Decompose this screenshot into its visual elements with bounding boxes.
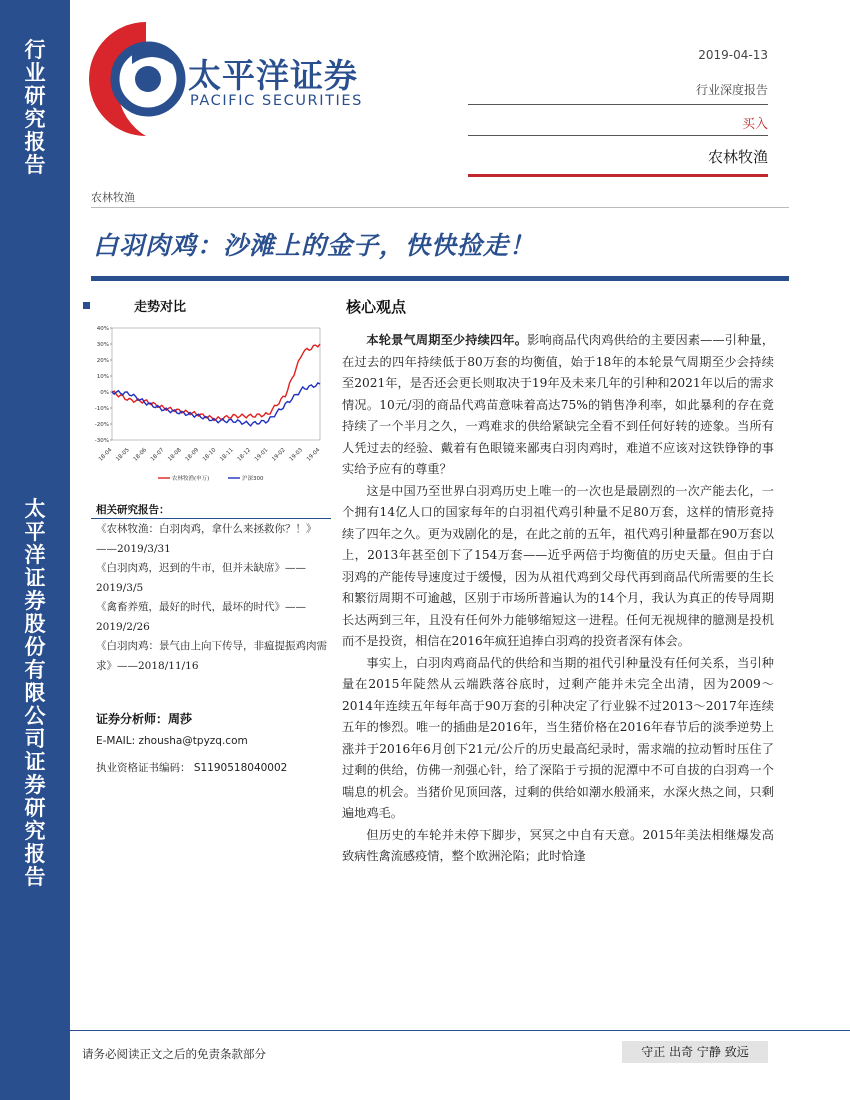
related-item[interactable]: 《白羽肉鸡：景气由上向下传导，非瘟提振鸡肉需求》——2018/11/16 xyxy=(96,640,327,672)
paragraph: 这是中国乃至世界白羽鸡历史上唯一的一次也是最剧烈的一次产能去化，一个拥有14亿人口的国家每年的白羽祖代鸡引种量不足80万套，这样的情形竟持续了四年之久。更为戏剧化的是，在此之前的五年，祖代鸡引种量都在90万套以上，2013年甚至创下了154万套——近乎两倍于均衡值的历史天量。但由于白羽鸡的产能传导速度过于缓慢，因为从祖代鸡到父母代再到商品代所需要的生长和繁衍周期不可逾越，区别于市场所普遍认为的14个月，我认为真正的传导周期长达两到三年，且没有任何外力能够缩短这一进程。任何无视规律的臆测是投机而不是投资，相信在2016年疯狂追捧白羽鸡的投资者深有体会。 xyxy=(342,483,774,648)
logo-name-en: PACIFIC SECURITIES xyxy=(190,93,363,109)
related-title: 相关研究报告： xyxy=(96,504,170,516)
x-tick-label: 18-09 xyxy=(184,447,201,463)
legend-label: 农林牧渔(申万) xyxy=(172,476,210,482)
sidebar-char: 究 xyxy=(24,106,46,131)
y-tick-label: -20% xyxy=(94,422,109,428)
y-tick-label: 0% xyxy=(100,390,109,396)
x-tick-label: 18-06 xyxy=(132,447,149,463)
report-type: 行业深度报告 xyxy=(695,83,768,97)
industry-small-label: 农林牧渔 xyxy=(91,191,135,204)
sidebar-char: 司 xyxy=(24,726,46,751)
sidebar-char: 行 xyxy=(24,37,46,62)
paragraph: 事实上，白羽肉鸡商品代的供给和当期的祖代引种量没有任何关系，当引种量在2015年陡然从云端跌落谷底时，过剩产能并未完全出清，因为2009～2014年连续五年每年高于90万套的引种决定了行业躲不过2013～2017年连续五年的惨烈。唯一的插曲是2016年，当生猪价格在2016年春节后的淡季逆势上涨并于2016年6月创下21元/公斤的历史最高纪录时，需求端的拉动暂时压住了过剩的供给，仿佛一剂强心针，给了深陷于亏损的泥潭中不可自拔的白羽鸡一个喘息的机会。当猪价见顶回落，过剩的供给如潮水般涌来，水深火热之间，只剩遍地鸡毛。 xyxy=(342,655,774,820)
x-tick-label: 19-02 xyxy=(271,447,287,463)
sidebar-char: 业 xyxy=(24,60,46,85)
sidebar-char: 洋 xyxy=(24,542,46,567)
analyst-cert: 执业资格证书编码： S1190518040002 xyxy=(96,762,288,774)
paragraph-lead: 本轮景气周期至少持续四年。 xyxy=(366,333,528,347)
related-item[interactable]: 《禽畜养殖，最好的时代，最坏的时代》——2019/2/26 xyxy=(96,601,306,633)
x-tick-label: 19-04 xyxy=(305,447,322,463)
x-tick-label: 18-12 xyxy=(236,447,253,463)
sidebar-char: 报 xyxy=(24,841,46,866)
bullet-icon xyxy=(83,302,90,309)
motto-badge: 守正 出奇 宁静 致远 xyxy=(622,1041,768,1063)
rating-badge: 买入 xyxy=(741,117,768,132)
analyst-email[interactable]: E-MAIL: zhousha@tpyzq.com xyxy=(96,735,248,747)
sidebar-char: 证 xyxy=(24,749,46,774)
x-tick-label: 18-10 xyxy=(201,447,218,463)
divider xyxy=(468,104,768,105)
divider xyxy=(91,207,789,208)
trend-chart xyxy=(88,318,328,488)
related-list xyxy=(96,520,331,676)
analyst-name: 证券分析师：周莎 xyxy=(96,712,193,726)
sidebar-char: 证 xyxy=(24,565,46,590)
series-line xyxy=(112,344,320,420)
x-tick-label: 18-07 xyxy=(149,447,166,463)
core-title: 核心观点 xyxy=(346,298,407,316)
y-tick-label: 30% xyxy=(96,342,109,348)
trend-title: 走势对比 xyxy=(134,300,187,315)
page-title: 白羽肉鸡：沙滩上的金子，快快捡走！ xyxy=(93,231,536,260)
x-tick-label: 18-05 xyxy=(115,447,131,463)
related-item[interactable]: 《白羽肉鸡，迟到的牛市，但并未缺席》——2019/3/5 xyxy=(96,562,306,594)
sidebar-char: 报 xyxy=(24,129,46,154)
x-tick-label: 19-01 xyxy=(253,447,270,463)
sidebar-char: 份 xyxy=(24,634,46,659)
accent-divider xyxy=(468,174,768,177)
sidebar-label-company xyxy=(0,497,70,888)
sidebar-char: 告 xyxy=(24,152,46,177)
sidebar-char: 太 xyxy=(24,496,46,521)
y-tick-label: 40% xyxy=(96,326,109,332)
y-tick-label: 10% xyxy=(96,374,109,380)
report-date: 2019-04-13 xyxy=(698,48,768,62)
paragraph: 但历史的车轮并未停下脚步，冥冥之中自有天意。2015年美法相继爆发高致病性禽流感疫情，整个欧洲沦陷；此时恰逢 xyxy=(342,827,774,863)
core-body xyxy=(342,330,774,868)
sidebar-char: 限 xyxy=(24,680,46,705)
sidebar-char: 券 xyxy=(24,588,46,613)
sidebar-char: 平 xyxy=(24,519,46,544)
sidebar-char: 研 xyxy=(24,83,46,108)
y-tick-label: 20% xyxy=(96,358,109,364)
sidebar-char: 究 xyxy=(24,818,46,843)
related-item[interactable]: 《农林牧渔：白羽肉鸡，拿什么来拯救你？！》——2019/3/31 xyxy=(96,523,317,555)
x-tick-label: 18-11 xyxy=(219,447,235,463)
logo-name-cn: 太平洋证券 xyxy=(188,56,358,95)
sidebar-char: 告 xyxy=(24,864,46,889)
sidebar xyxy=(0,0,70,1100)
x-tick-label: 18-04 xyxy=(97,447,114,463)
sidebar-char: 公 xyxy=(24,703,46,728)
paragraph: 本轮景气周期至少持续四年。影响商品代肉鸡供给的主要因素——引种量，在过去的四年持续低于80万套的均衡值，始于18年的本轮景气周期至少会持续至2021年，是否还会更长则取决于19年及未来几年的引种和2021年以后的需求情况。10元/羽的商品代鸡苗意味着高达75%的销售净利率，如此暴利的存在竟持续了一个半月之久，一鸡难求的供给紧缺完全看不到任何好转的迹象。当所有人凭过去的经验、戴着有色眼镜来鄙夷白羽肉鸡时，难道不应该对这铁铮铮的事实给予应有的尊重？ xyxy=(342,333,775,476)
legend-label: 沪深300 xyxy=(242,476,264,482)
sidebar-char: 券 xyxy=(24,772,46,797)
footer-divider xyxy=(70,1030,850,1031)
title-underline xyxy=(91,276,789,281)
sidebar-char: 研 xyxy=(24,795,46,820)
divider xyxy=(91,518,331,519)
x-tick-label: 18-08 xyxy=(167,447,183,463)
y-tick-label: -10% xyxy=(94,406,109,412)
sidebar-char: 有 xyxy=(24,657,46,682)
sidebar-char: 股 xyxy=(24,611,46,636)
disclaimer: 请务必阅读正文之后的免责条款部分 xyxy=(82,1047,266,1061)
y-tick-label: -30% xyxy=(94,438,109,444)
sidebar-label-report xyxy=(0,38,70,176)
x-tick-label: 19-03 xyxy=(288,447,305,463)
divider xyxy=(468,135,768,136)
industry-label: 农林牧渔 xyxy=(707,148,768,166)
